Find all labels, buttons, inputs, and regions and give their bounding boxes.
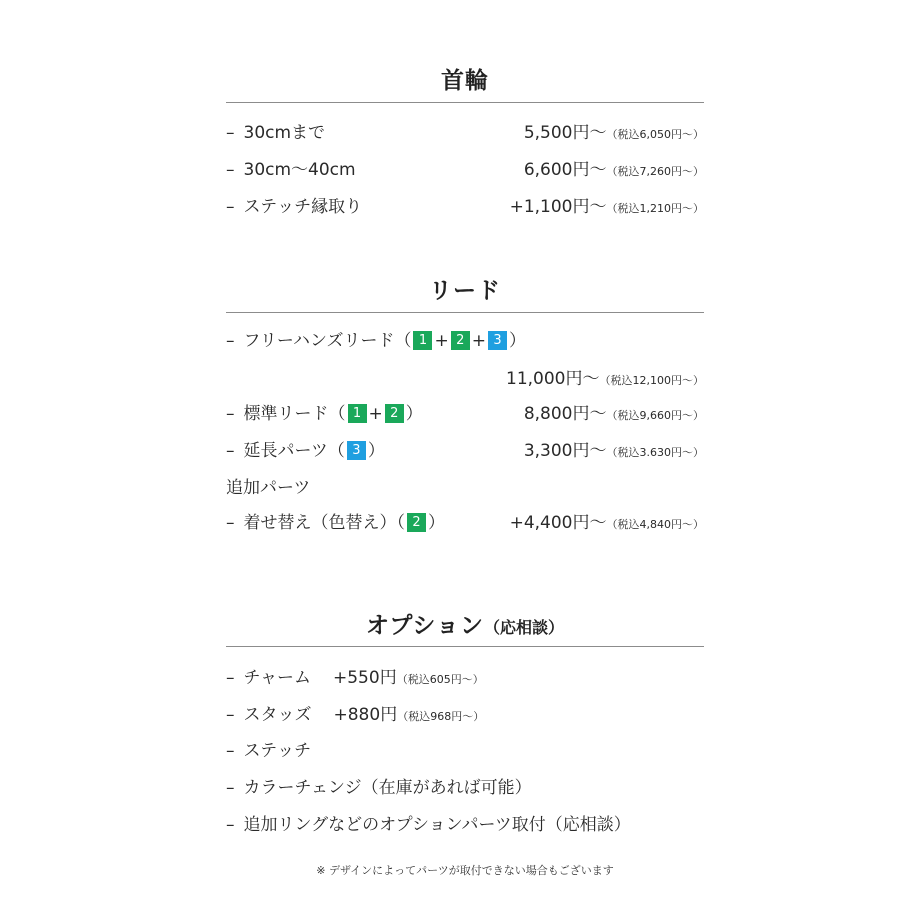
price: +550円 xyxy=(333,668,397,688)
lead-divider xyxy=(226,312,704,313)
lead-item-kisekae xyxy=(226,510,704,536)
part-badge-2: 2 xyxy=(407,513,426,532)
close-paren: ） xyxy=(428,513,445,533)
item-label: フリーハンズリード（ xyxy=(243,331,412,351)
option-item xyxy=(226,738,704,764)
plus-sign: + xyxy=(368,404,383,424)
plus-sign: + xyxy=(471,331,486,351)
options-title-text: オプション xyxy=(366,613,484,639)
dash: – xyxy=(226,331,235,351)
dash: – xyxy=(226,441,235,461)
part-badge-3: 3 xyxy=(347,441,366,460)
lead-title: リード xyxy=(429,278,501,304)
close-paren: ） xyxy=(508,331,526,351)
close-paren: ） xyxy=(367,441,385,461)
option-item xyxy=(226,665,704,691)
item-label: 30cmまで xyxy=(243,123,326,143)
options-title xyxy=(226,607,704,640)
price: +4,400円～ xyxy=(509,513,607,533)
item-label: 延長パーツ（ xyxy=(243,441,345,461)
tax-price: （税込12,100円～） xyxy=(599,374,704,387)
footnote: ※ デザインによってパーツが取付できない場合もございます xyxy=(316,864,614,877)
lead-item-freehands xyxy=(226,328,704,354)
collar-item xyxy=(226,194,704,220)
item-label: ステッチ縁取り xyxy=(243,197,363,217)
price: +880円 xyxy=(333,705,398,725)
dash: – xyxy=(226,160,235,180)
part-badge-2: 2 xyxy=(385,404,404,423)
dash: – xyxy=(226,513,235,533)
item-label: 30cm～40cm xyxy=(243,160,356,180)
tax-price: （税込7,260円～） xyxy=(606,165,704,178)
tax-price: （税込9,660円～） xyxy=(606,409,704,422)
part-badge-3: 3 xyxy=(488,331,507,350)
dash: – xyxy=(226,404,235,424)
dash: – xyxy=(226,815,235,835)
tax-price: （税込605円～） xyxy=(396,673,484,686)
item-label: チャーム xyxy=(243,668,311,688)
dash: – xyxy=(226,741,235,761)
item-label: カラーチェンジ（在庫があれば可能） xyxy=(243,778,532,798)
item-label: 着せ替え（色替え）（ xyxy=(243,513,405,533)
addon-heading-label: 追加パーツ xyxy=(226,478,311,498)
option-item xyxy=(226,775,704,801)
item-label: 追加リングなどのオプションパーツ取付（応相談） xyxy=(243,815,631,835)
dash: – xyxy=(226,197,235,217)
dash: – xyxy=(226,668,235,688)
tax-price: （税込4,840円～） xyxy=(606,518,704,531)
tax-price: （税込1,210円～） xyxy=(606,202,704,215)
dash: – xyxy=(226,705,235,725)
close-paren: ） xyxy=(405,404,423,424)
dash: – xyxy=(226,778,235,798)
plus-sign: + xyxy=(434,331,449,351)
lead-item-freehands-price xyxy=(226,366,704,392)
price: 3,300円～ xyxy=(523,441,607,461)
options-title-suffix: （応相談） xyxy=(483,618,564,637)
price: 11,000円～ xyxy=(506,369,600,389)
tax-price: （税込968円～） xyxy=(397,710,485,723)
tax-price: （税込3.630円～） xyxy=(606,446,704,459)
item-label: 標準リード（ xyxy=(243,404,346,424)
option-item xyxy=(226,702,704,728)
part-badge-1: 1 xyxy=(413,331,432,350)
part-badge-1: 1 xyxy=(348,404,367,423)
option-item xyxy=(226,812,704,838)
tax-price: （税込6,050円～） xyxy=(606,128,704,141)
collar-divider xyxy=(226,102,704,103)
price: +1,100円～ xyxy=(509,197,607,217)
lead-item-standard xyxy=(226,401,704,427)
collar-title: 首輪 xyxy=(441,68,489,94)
addon-heading xyxy=(226,475,704,501)
options-divider xyxy=(226,646,704,647)
collar-item xyxy=(226,120,704,146)
item-label: スタッズ xyxy=(243,705,312,725)
price: 8,800円～ xyxy=(523,404,607,424)
price: 5,500円～ xyxy=(523,123,607,143)
item-label: ステッチ xyxy=(243,741,312,761)
dash: – xyxy=(226,123,235,143)
lead-item-extension xyxy=(226,438,704,464)
price: 6,600円～ xyxy=(523,160,607,180)
part-badge-2: 2 xyxy=(451,331,470,350)
collar-item xyxy=(226,157,704,183)
